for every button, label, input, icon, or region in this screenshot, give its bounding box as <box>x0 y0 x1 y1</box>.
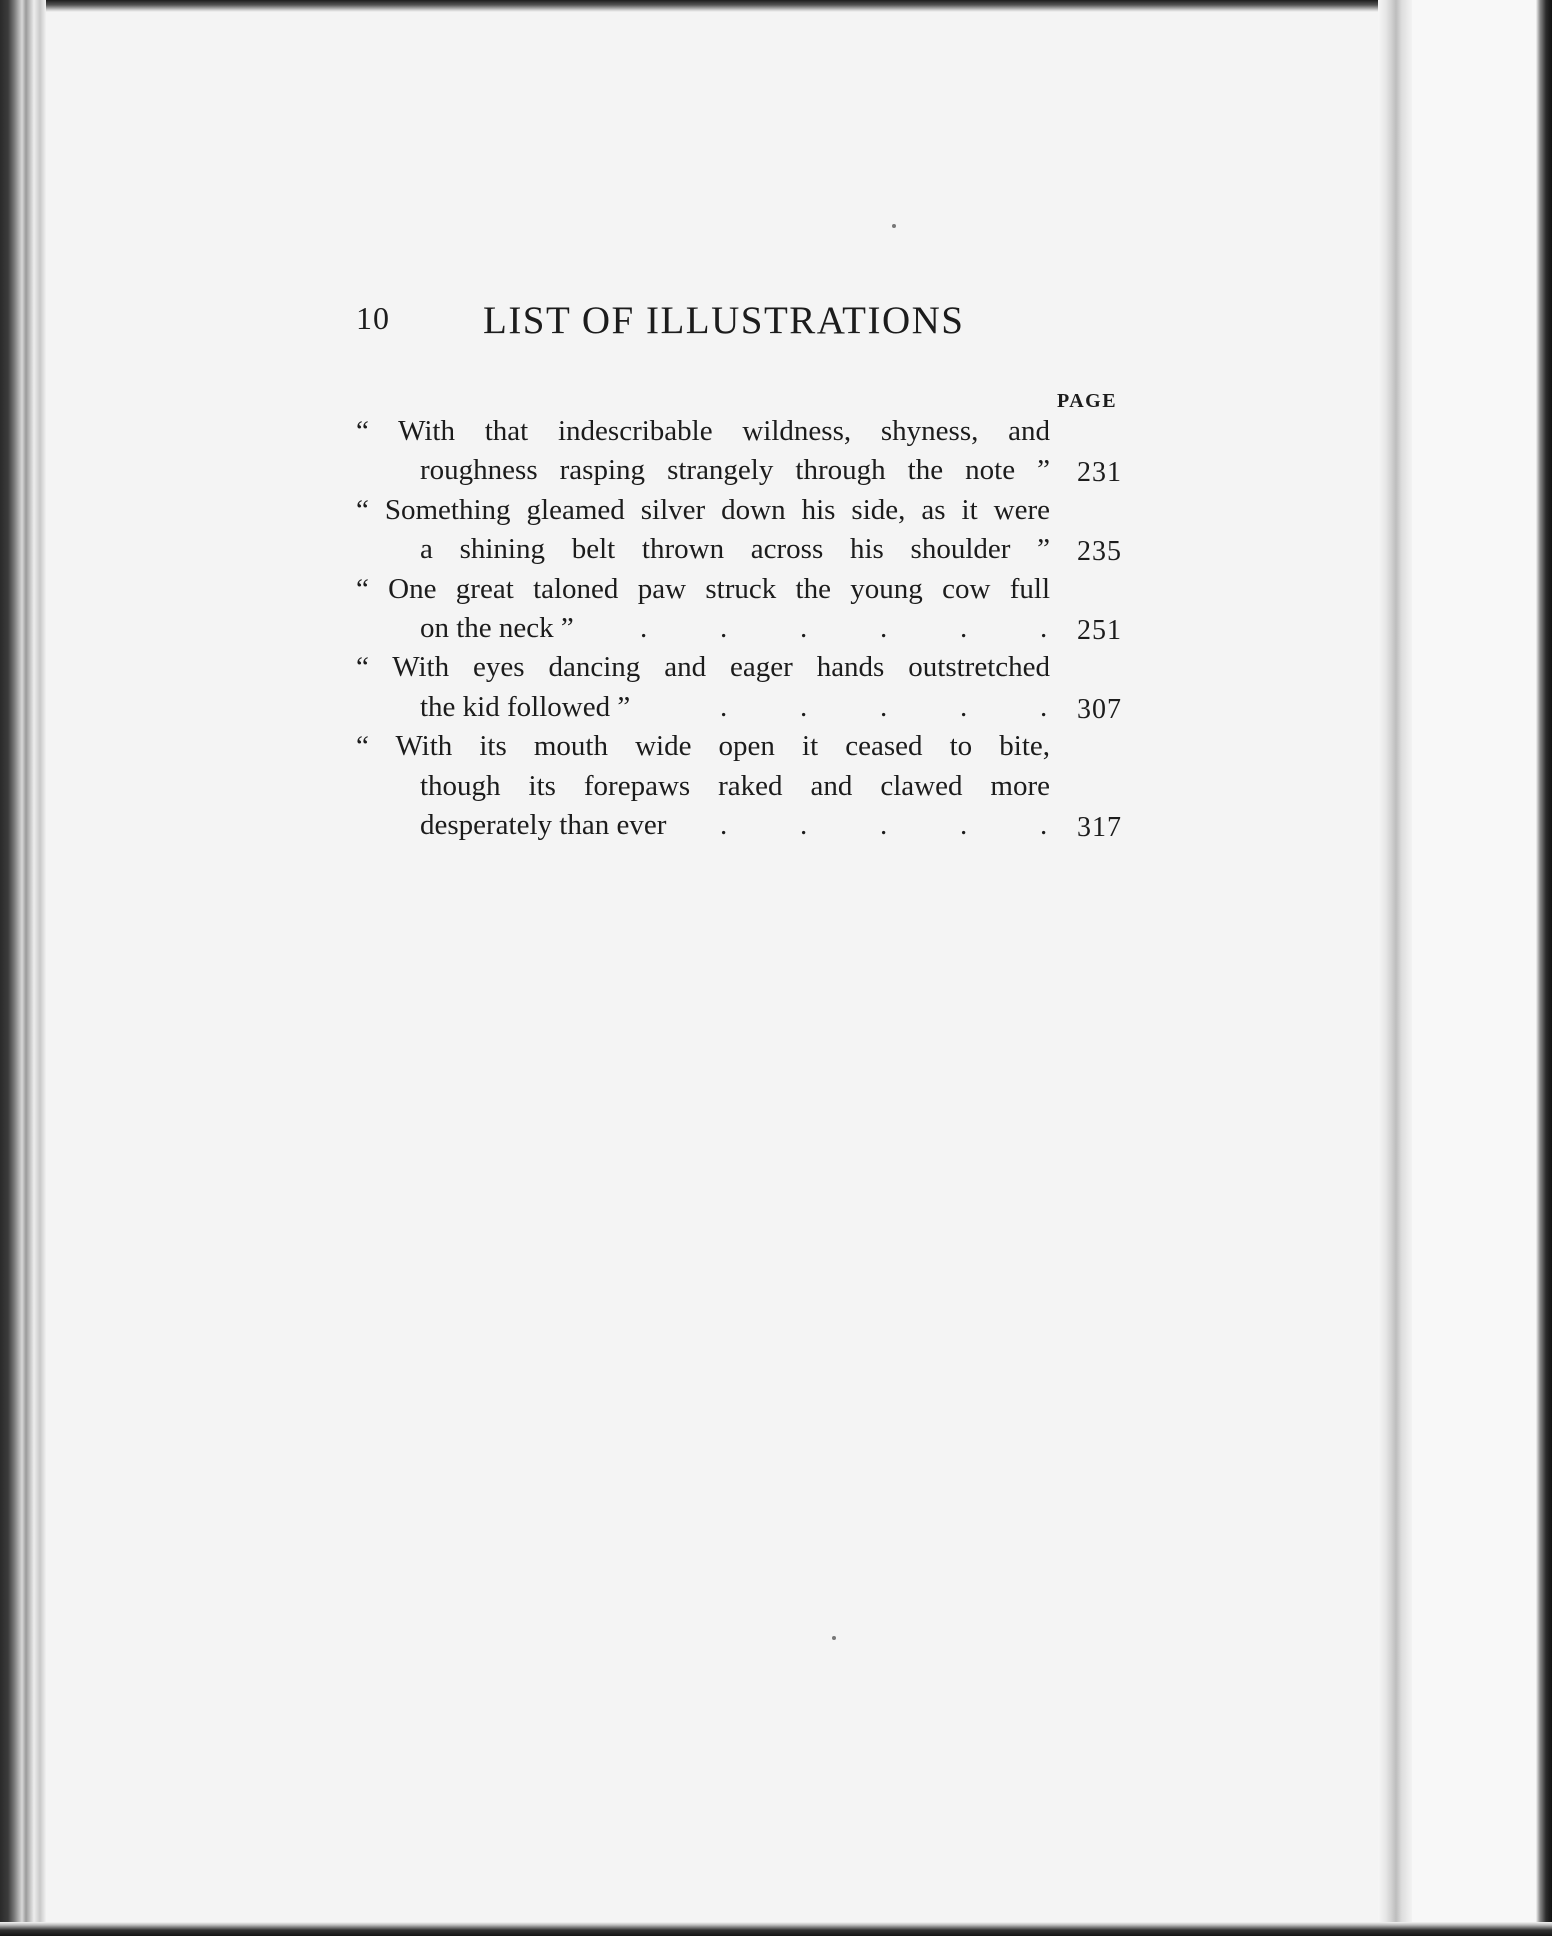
list-item <box>350 491 1130 570</box>
entry-line <box>350 767 1130 806</box>
entry-text: “ With eyes dancing and eager hands outstretched <box>356 651 1050 684</box>
entry-page-number: 251 <box>1077 614 1122 646</box>
adjacent-page-strip <box>1412 0 1536 1936</box>
leader-dot: . <box>880 808 888 841</box>
entry-line <box>350 491 1130 530</box>
entry-text: “ With that indescribable wildness, shyness, and <box>356 415 1050 447</box>
leader-dot: . <box>960 611 968 644</box>
entry-page-number: 317 <box>1077 811 1122 843</box>
running-head: LIST OF ILLUSTRATIONS <box>483 299 965 342</box>
entry-page-number: 307 <box>1077 693 1122 725</box>
scan-edge-right <box>1536 0 1552 1936</box>
entry-line <box>350 570 1130 609</box>
entry-line <box>350 806 1130 845</box>
leader-dot: . <box>960 690 968 723</box>
leader-dot: . <box>640 611 648 644</box>
leader-dot: . <box>1040 611 1048 644</box>
entry-text: roughness rasping strangely through the note ” <box>420 454 1050 487</box>
leader-dot: . <box>880 611 888 644</box>
entry-text: on the neck ” <box>420 611 574 644</box>
entry-text: desperately than ever <box>420 808 667 841</box>
page-number: 10 <box>356 300 390 336</box>
leader-dot: . <box>960 808 968 841</box>
list-item <box>350 412 1130 491</box>
entry-text: the kid followed ” <box>420 690 631 723</box>
leader-dot: . <box>1040 690 1048 723</box>
scan-edge-bottom <box>0 1922 1552 1936</box>
page-header <box>356 298 1116 348</box>
scan-edge-top <box>0 0 1552 12</box>
entry-line <box>350 609 1130 648</box>
entry-text: though its forepaws raked and clawed more <box>420 769 1050 802</box>
entry-line <box>350 451 1130 490</box>
page-column-label: PAGE <box>1057 390 1118 412</box>
paper-speck <box>892 224 896 228</box>
leader-dot: . <box>800 690 808 723</box>
entry-text: “ Something gleamed silver down his side, as it were <box>356 493 1050 526</box>
entry-line <box>350 648 1130 687</box>
leader-dot: . <box>800 808 808 841</box>
list-item <box>350 648 1130 727</box>
list-item <box>350 727 1130 845</box>
illustration-list <box>350 412 1130 845</box>
leader-dot: . <box>720 690 728 723</box>
entry-page-number: 235 <box>1077 536 1122 568</box>
entry-text: “ One great taloned paw struck the young cow full <box>356 572 1050 605</box>
leader-dot: . <box>720 611 728 644</box>
page-fold-shadow <box>1378 0 1412 1936</box>
entry-text: a shining belt thrown across his shoulder ” <box>420 533 1050 566</box>
leader-dot: . <box>1040 808 1048 841</box>
paper-speck <box>832 1636 836 1640</box>
entry-text: “ With its mouth wide open it ceased to bite, <box>356 730 1050 763</box>
entry-line <box>350 727 1130 766</box>
entry-line <box>350 688 1130 727</box>
leader-dot: . <box>800 611 808 644</box>
entry-line <box>350 412 1130 451</box>
entry-line <box>350 530 1130 569</box>
entry-page-number: 231 <box>1077 457 1122 489</box>
book-spine-edge <box>0 0 46 1936</box>
leader-dot: . <box>880 690 888 723</box>
leader-dot: . <box>720 808 728 841</box>
list-item <box>350 570 1130 649</box>
